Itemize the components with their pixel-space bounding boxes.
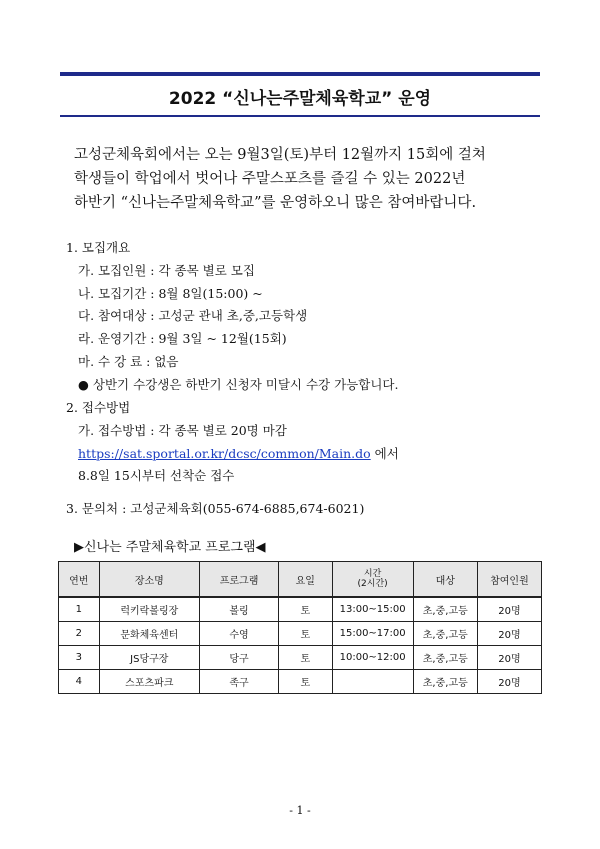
- cell-target: 초,중,고등: [413, 646, 477, 670]
- cell-target: 초,중,고등: [413, 622, 477, 646]
- contact-line: 3. 문의처 : 고성군체육회(055-674-6885,674-6021): [66, 501, 365, 516]
- cell-program: 수영: [200, 622, 279, 646]
- cell-program: 족구: [200, 670, 279, 694]
- table-header-row: [59, 562, 542, 598]
- cell-program: 볼링: [200, 597, 279, 622]
- title-rule-bottom: [60, 115, 540, 117]
- cell-day: 토: [279, 597, 332, 622]
- intro-line: 고성군체육회에서는 오는 9월3일(토)부터 12월까지 15회에 걸쳐: [74, 147, 486, 163]
- cell-place: 스포츠파크: [99, 670, 199, 694]
- cell-no: 2: [59, 622, 100, 646]
- cell-place: 문화체육센터: [99, 622, 199, 646]
- header-count: 참여인원: [477, 562, 541, 598]
- recruit-item: 나. 모집기간 : 8월 8일(15:00) ~: [78, 286, 263, 301]
- bullet-icon: ●: [78, 377, 89, 392]
- header-target: 대상: [413, 562, 477, 598]
- table-row: [59, 622, 542, 646]
- table-row: [59, 597, 542, 622]
- cell-time: 13:00~15:00: [332, 597, 413, 622]
- cell-day: 토: [279, 622, 332, 646]
- apply-url-suffix: 에서: [370, 446, 399, 461]
- cell-time: 15:00~17:00: [332, 622, 413, 646]
- header-time: 시간: [363, 569, 382, 579]
- table-row: [59, 646, 542, 670]
- cell-count: 20명: [477, 622, 541, 646]
- cell-day: 토: [279, 646, 332, 670]
- header-place: 장소명: [99, 562, 199, 598]
- cell-count: 20명: [477, 597, 541, 622]
- section1-heading: 1. 모집개요: [66, 240, 131, 255]
- page-number: - 1 -: [289, 804, 311, 817]
- notice-line: [78, 375, 398, 393]
- apply-time: 8.8일 15시부터 선착순 접수: [78, 468, 235, 483]
- recruit-item: 라. 운영기간 : 9월 3일 ~ 12월(15회): [78, 331, 287, 346]
- cell-no: 3: [59, 646, 100, 670]
- header-time-cell: [332, 562, 413, 598]
- cell-target: 초,중,고등: [413, 670, 477, 694]
- cell-time: 10:00~12:00: [332, 646, 413, 670]
- page-title: 2022 “신나는주말체육학교” 운영: [168, 89, 432, 109]
- apply-method: 가. 접수방법 : 각 종목 별로 20명 마감: [78, 423, 287, 438]
- recruit-item: 가. 모집인원 : 각 종목 별로 모집: [78, 263, 255, 278]
- title-rule-top: [60, 72, 540, 76]
- cell-no: 1: [59, 597, 100, 622]
- recruit-item: 마. 수 강 료 : 없음: [78, 354, 179, 369]
- cell-place: 럭키락볼링장: [99, 597, 199, 622]
- table-row: [59, 670, 542, 694]
- header-no: 연번: [59, 562, 100, 598]
- cell-place: JS당구장: [99, 646, 199, 670]
- notice-text: 상반기 수강생은 하반기 신청자 미달시 수강 가능합니다.: [92, 377, 399, 392]
- header-day: 요일: [279, 562, 332, 598]
- cell-count: 20명: [477, 670, 541, 694]
- header-time-sub: (2시간): [357, 579, 388, 589]
- recruit-item: 다. 참여대상 : 고성군 관내 초,중,고등학생: [78, 308, 308, 323]
- cell-count: 20명: [477, 646, 541, 670]
- program-table: [58, 561, 542, 694]
- cell-program: 당구: [200, 646, 279, 670]
- cell-target: 초,중,고등: [413, 597, 477, 622]
- intro-line: 학생들이 학업에서 벗어나 주말스포츠를 즐길 수 있는 2022년: [74, 171, 466, 187]
- intro-paragraph: [74, 143, 534, 215]
- header-program: 프로그램: [200, 562, 279, 598]
- cell-no: 4: [59, 670, 100, 694]
- apply-url-line: [78, 444, 399, 462]
- section2-heading: 2. 접수방법: [66, 400, 131, 415]
- cell-time: [332, 670, 413, 694]
- apply-url-link[interactable]: https://sat.sportal.or.kr/dcsc/common/Main.do: [78, 446, 371, 461]
- intro-line: 하반기 “신나는주말체육학교”를 운영하오니 많은 참여바랍니다.: [74, 195, 477, 211]
- cell-day: 토: [279, 670, 332, 694]
- program-title: ▶신나는 주말체육학교 프로그램◀: [74, 540, 266, 555]
